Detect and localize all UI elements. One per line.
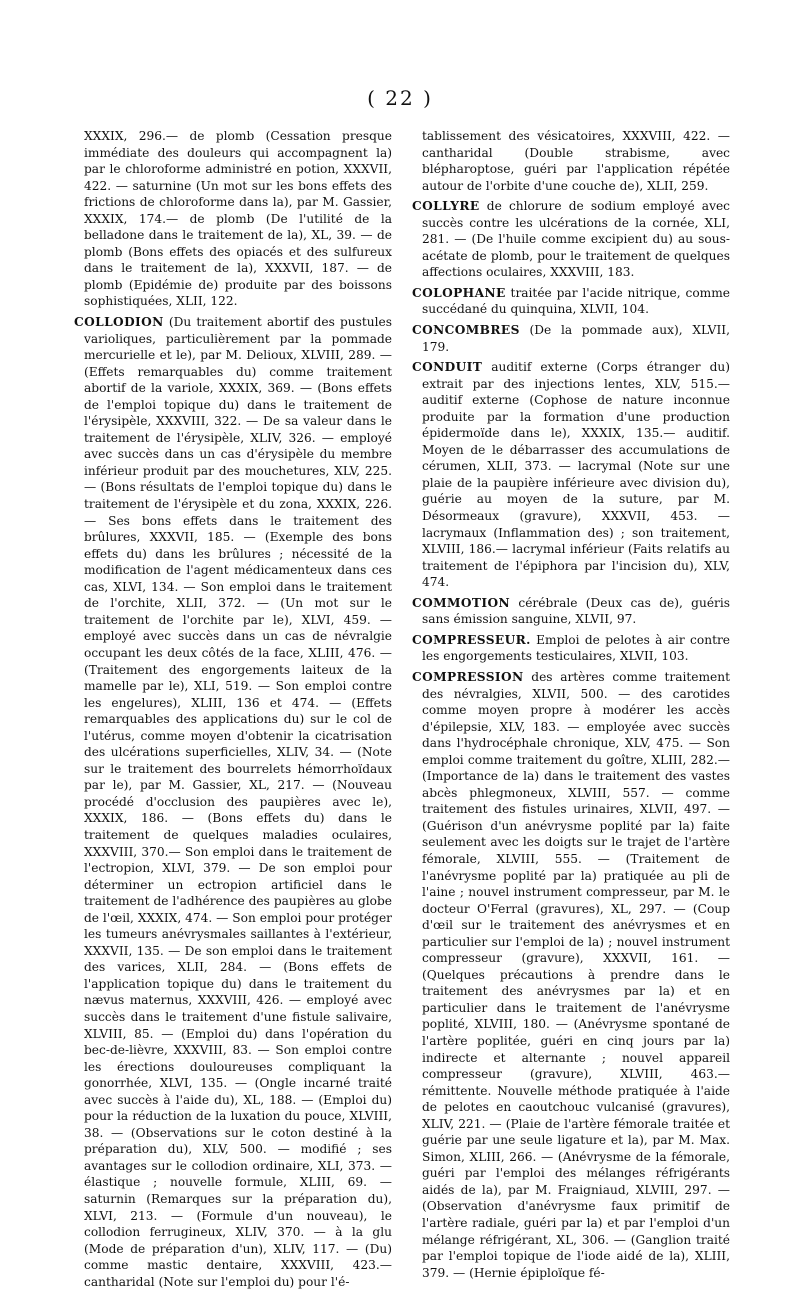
index-entry-continuation [412,128,730,194]
index-entry-commotion [412,595,730,628]
entry-text: (Du traitement abortif des pustules varioliques, particulièrement par la pommade mercurielle et le), par M. Delioux, XLVIII, 289. — (Effets remarquables du) comme traitement abortif de la variole, XXXIX, 369. — (Bons effets de l'emploi topique du) dans le traitement de l'érysipèle, XXXVIII, 322. — De sa valeur dans le traitement de l'érysipèle, XLIV, 326. — employé avec succès dans un cas d'érysipèle du membre inférieur produit par des mouchetures, XLV, 225. — (Bons résultats de l'emploi topique du) dans le traitement de l'érysipèle et du zona, XXXIX, 226.— Ses bons effets dans le traitement des brûlures, XXXVII, 185. — (Exemple des bons effets du) dans les brûlures ; nécessité de la modification de l'agent médicamenteux dans ces cas, XLVI, 134. — Son emploi dans le traitement de l'orchite, XLII, 372. — (Un mot sur le traitement de l'orchite par le), XLVI, 459. — employé avec succès dans un cas de névralgie occupant les deux côtés de la face, XLIII, 476. — (Traitement des engorgements laiteux de la mamelle par le), XLI, 519. — Son emploi contre les engelures), XLIII, 136 et 474. — (Effets remarquables des applications du) sur le col de l'utérus, comme moyen d'obtenir la cicatrisation des ulcérations superficielles, XLIV, 34. — (Note sur le traitement des bourrelets hémorrhoïdaux par le), par M. Gassier, XL, 217. — (Nouveau procédé d'occlusion des paupières avec le), XXXIX, 186. — (Bons effets du) dans le traitement de quelques maladies oculaires, XXXVIII, 370.— Son emploi dans le traitement de l'ectropion, XLVI, 379. — De son emploi pour déterminer un ectropion artificiel dans le traitement de l'adhérence des paupières au globe de l'œil, XXXIX, 474. — Son emploi pour protéger les tumeurs anévrysmales saillantes à l'extérieur, XXXVII, 135. — De son emploi dans le traitement des varices, XLII, 284. — (Bons effets de l'application topique du) dans le traitement du nævus maternus, XXXVIII, 426. — employé avec succès dans le traitement d'une fistule salivaire, XLVIII, 85. — (Emploi du) dans l'opération du bec-de-lièvre, XXXVIII, 83. — Son emploi contre les érections douloureuses compliquant la gonorrhée, XLVI, 135. — (Ongle incarné traité avec succès à l'aide du), XL, 188. — (Emploi du) pour la réduction de la luxation du pouce, XLVIII, 38. — (Observations sur le coton destiné à la préparation du), XLV, 500. — modifié ; ses avantages sur le collodion ordinaire, XLI, 373. — élastique ; nouvelle formule, XLIII, 69. — saturnin (Remarques sur la préparation du), XLVI, 213. — (Formule d'un nouveau), le collodion ferrugineux, XLIV, 370. — à la glu (Mode de préparation d'un), XLIV, 117. — (Du) comme mastic dentaire, XXXVIII, 423.— cantharidal (Note sur l'emploi du) pour l'é- [84,315,392,1289]
entry-text: de chlorure de sodium employé avec succès contre les ulcérations de la cornée, XLI, 281. — (De l'huile comme excipient du) au sous-acétate de plomb, pour le traitement de quelques affections oculaires, XXXVIII, 183. [422,199,730,280]
entry-head: COLLYRE [412,199,480,214]
index-entry-concombres [412,322,730,355]
index-entry-continuation [74,128,392,310]
entry-text: cérébrale (Deux cas de), guéris sans émission sanguine, XLVII, 97. [422,595,731,627]
entry-head: CONCOMBRES [412,323,520,338]
index-entry-collodion [74,314,392,1290]
page-number: ( 22 ) [367,86,433,110]
entry-text: Emploi de pelotes à air contre les engorgements testiculaires, XLVII, 103. [422,632,731,664]
entry-text: auditif externe (Corps étranger du) extrait par des injections lentes, XLV, 515.— auditif externe (Cophose de nature inconnue produite par la formation d'une production épidermoïde dans le), XXXIX, 135.— auditif. Moyen de le débarrasser des accumulations de cérumen, XLII, 373. — lacrymal (Note sur une plaie de la paupière inférieure avec division du), guérie au moyen de la suture, par M. Désormeaux (gravure), XXXVII, 453. — lacrymaux (Inflammation des) ; son traitement, XLVIII, 186.— lacrymal inférieur (Faits relatifs au traitement de l'épiphora par l'incision du), XLV, 474. [422,360,730,590]
index-entry-compresseur [412,632,730,665]
entry-text: XXXIX, 296.— de plomb (Cessation presque immédiate des douleurs qui accompagnent la) par le chloroforme administré en potion, XXXVII, 422. — saturnine (Un mot sur les bons effets des frictions de chloroforme dans la), par M. Gassier, XXXIX, 174.— de plomb (De l'utilité de la belladone dans le traitement de la), XL, 39. — de plomb (Bons effets des opiacés et des sulfureux dans le traitement de la), XXXVII, 187. — de plomb (Epidémie de) produite par des boissons sophistiquées, XLII, 122. [84,129,392,309]
left-column [74,128,392,1294]
entry-head: COMPRESSEUR. [412,632,531,647]
entry-head: CONDUIT [412,360,483,375]
entry-head: COMPRESSION [412,669,524,684]
entry-head: COLLODION [74,315,164,330]
entry-head: COLOPHANE [412,285,506,300]
index-entry-colophane [412,285,730,318]
index-entry-collyre [412,198,730,281]
entry-text: traitée par l'acide nitrique, comme succédané du quinquina, XLVII, 104. [422,285,730,317]
right-column [412,128,730,1285]
entry-text: tablissement des vésicatoires, XXXVIII, 422. — cantharidal (Double strabisme, avec blépharoptose, guéri par l'application répétée autour de l'orbite d'une couche de), XLII, 259. [422,129,730,193]
entry-head: COMMOTION [412,595,511,610]
index-entry-conduit [412,359,730,591]
entry-text: des artères comme traitement des névralgies, XLVII, 500. — des carotides comme moyen propre à modérer les accès d'épilepsie, XLV, 183. — employée avec succès dans l'hydrocéphale chronique, XLV, 475. — Son emploi comme traitement du goître, XLIII, 282.— (Importance de la) dans le traitement des vastes abcès phlegmoneux, XLVIII, 557. — comme traitement des fistules urinaires, XLVII, 497. — (Guérison d'un anévrysme poplité par la) faite seulement avec les doigts sur le trajet de l'artère fémorale, XLVIII, 555. — (Traitement de l'anévrysme poplité par la) pratiquée au pli de l'aine ; nouvel instrument compresseur, par M. le docteur O'Ferral (gravures), XL, 297. — (Coup d'œil sur le traitement des anévrysmes et en particulier sur l'emploi de la) ; nouvel instrument compresseur (gravure), XXXVII, 161. — (Quelques précautions à prendre dans le traitement des anévrysmes par la) et en particulier dans le traitement de l'anévrysme poplité, XLVIII, 180. — (Anévrysme spontané de l'artère poplitée, guéri en cinq jours par la) indirecte et alternante ; nouvel appareil compresseur (gravure), XLVIII, 463.— rémittente. Nouvelle méthode pratiquée à l'aide de pelotes en caoutchouc vulcanisé (gravures), XLIV, 221. — (Plaie de l'artère fémorale traitée et guérie par une seule ligature et la), par M. Max. Simon, XLIII, 266. — (Anévrysme de la fémorale, guéri par l'emploi des mélanges réfrigérants aidés de la), par M. Fraigniaud, XLVIII, 297. — (Observation d'anévrysme faux primitif de l'artère radiale, guéri par la) et par l'emploi d'un mélange réfrigérant, XL, 306. — (Ganglion traité par l'emploi topique de l'iode aidé de la), XLIII, 379. — (Hernie épiploïque fé- [422,669,731,1280]
entry-text: (De la pommade aux), XLVII, 179. [422,323,730,354]
index-entry-compression [412,669,730,1281]
